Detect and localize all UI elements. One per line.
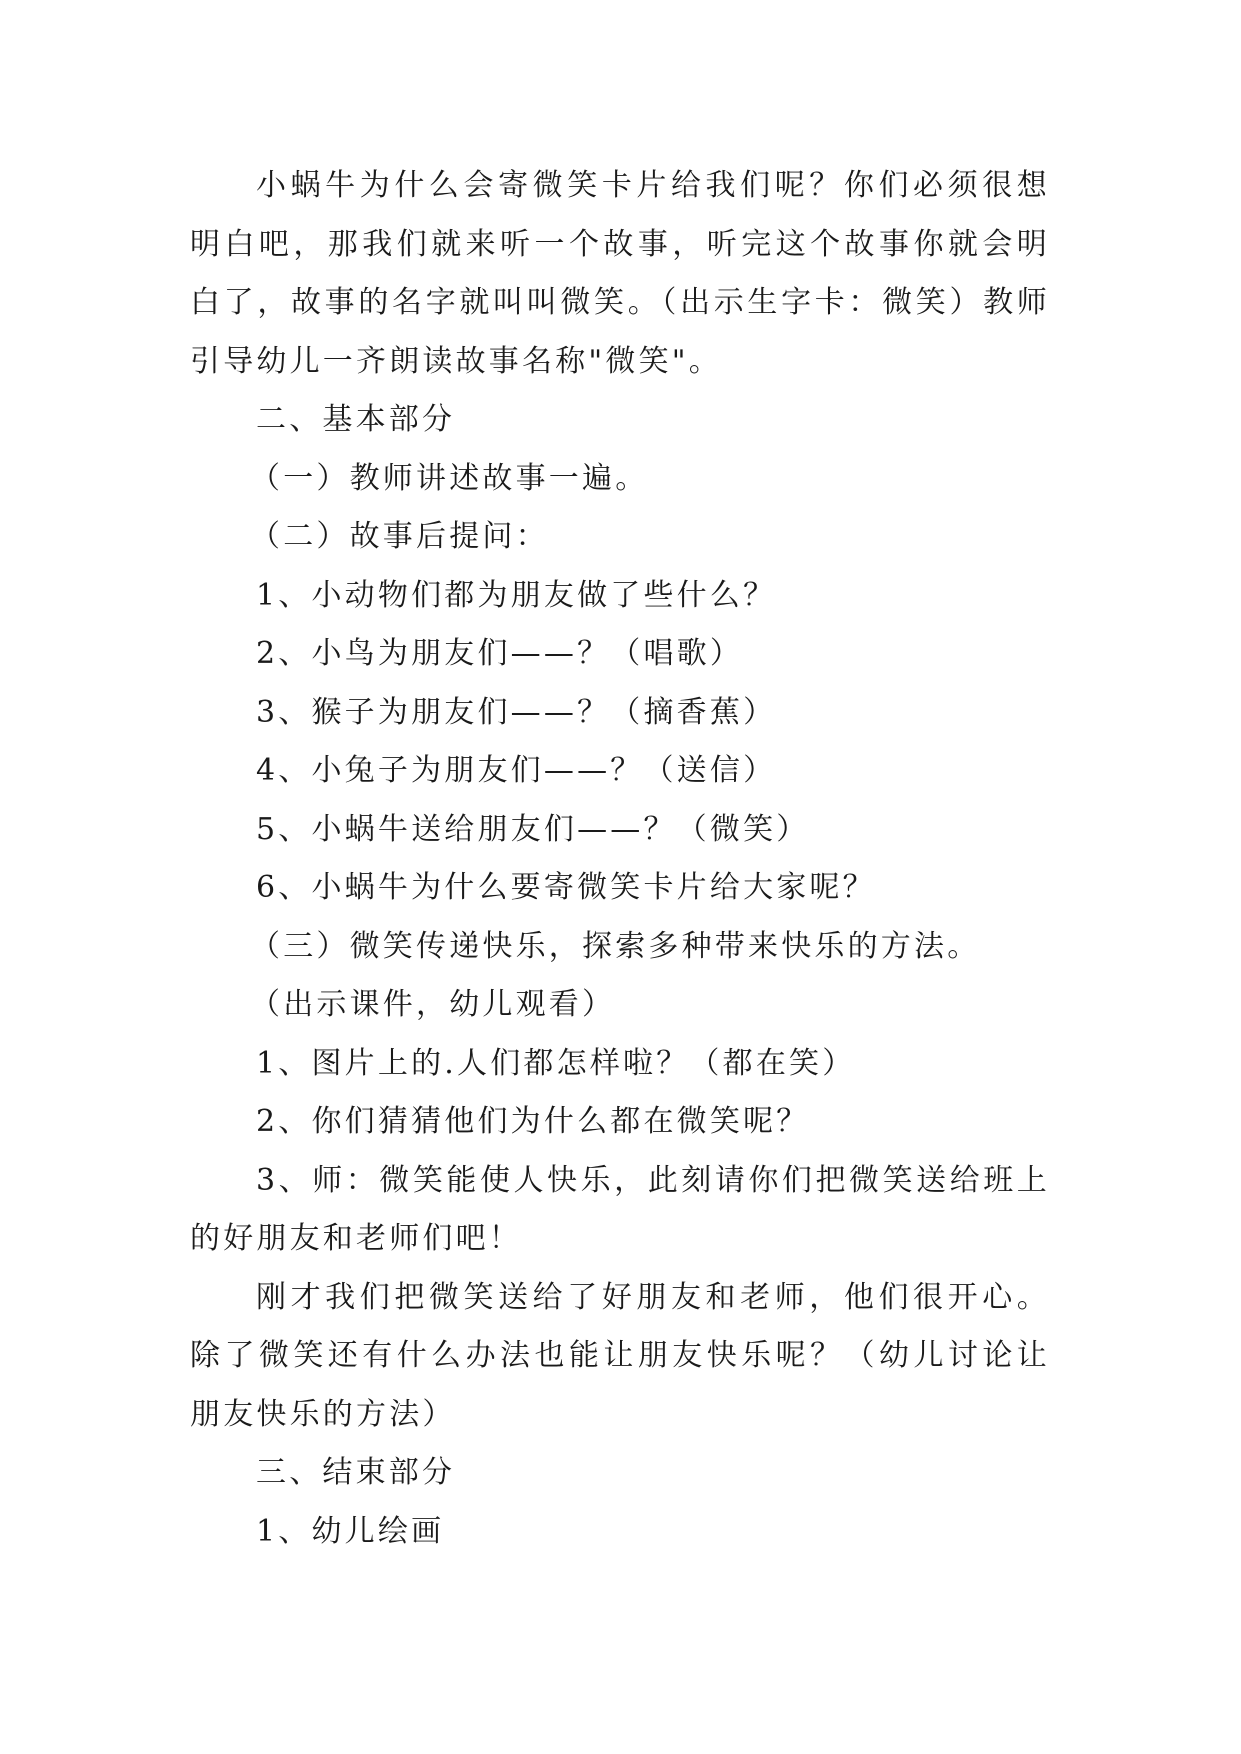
document-body	[190, 157, 1050, 1561]
activity-item: 1、幼儿绘画	[256, 1513, 445, 1549]
question-item: 3、师：微笑能使人快乐，此刻请你们把微笑送给班上的好朋友和老师们吧！	[190, 1162, 1050, 1256]
question-item: 4、小兔子为朋友们——？（送信）	[256, 753, 777, 788]
question-item: 1、图片上的.人们都怎样啦？（都在笑）	[256, 1045, 856, 1081]
question-item: 2、你们猜猜他们为什么都在微笑呢？	[256, 1104, 810, 1139]
question-item: 5、小蜗牛送给朋友们——？（微笑）	[256, 811, 810, 847]
section-heading-basic: 二、基本部分	[256, 402, 456, 437]
paragraph-intro: 小蜗牛为什么会寄微笑卡片给我们呢？你们必须很想明白吧，那我们就来听一个故事，听完这个故事你就会明白了，故事的名字就叫叫微笑。（出示生字卡：微笑）教师引导幼儿一齐朗读故事名称"微笑"。	[190, 168, 1050, 379]
subsection-heading-2: （二）故事后提问：	[250, 519, 549, 554]
courseware-note: （出示课件，幼儿观看）	[250, 987, 616, 1022]
subsection-heading-1: （一）教师讲述故事一遍。	[250, 460, 649, 496]
question-item: 3、猴子为朋友们——？（摘香蕉）	[256, 694, 777, 730]
subsection-heading-3: （三）微笑传递快乐，探索多种带来快乐的方法。	[250, 928, 981, 964]
question-item: 2、小鸟为朋友们——？（唱歌）	[256, 636, 744, 671]
question-item: 6、小蜗牛为什么要寄微笑卡片给大家呢？	[256, 870, 876, 905]
discussion-paragraph: 刚才我们把微笑送给了好朋友和老师，他们很开心。除了微笑还有什么办法也能让朋友快乐呢？（幼儿讨论让朋友快乐的方法）	[190, 1279, 1050, 1432]
section-heading-ending: 三、结束部分	[256, 1455, 456, 1490]
question-item: 1、小动物们都为朋友做了些什么？	[256, 577, 777, 613]
